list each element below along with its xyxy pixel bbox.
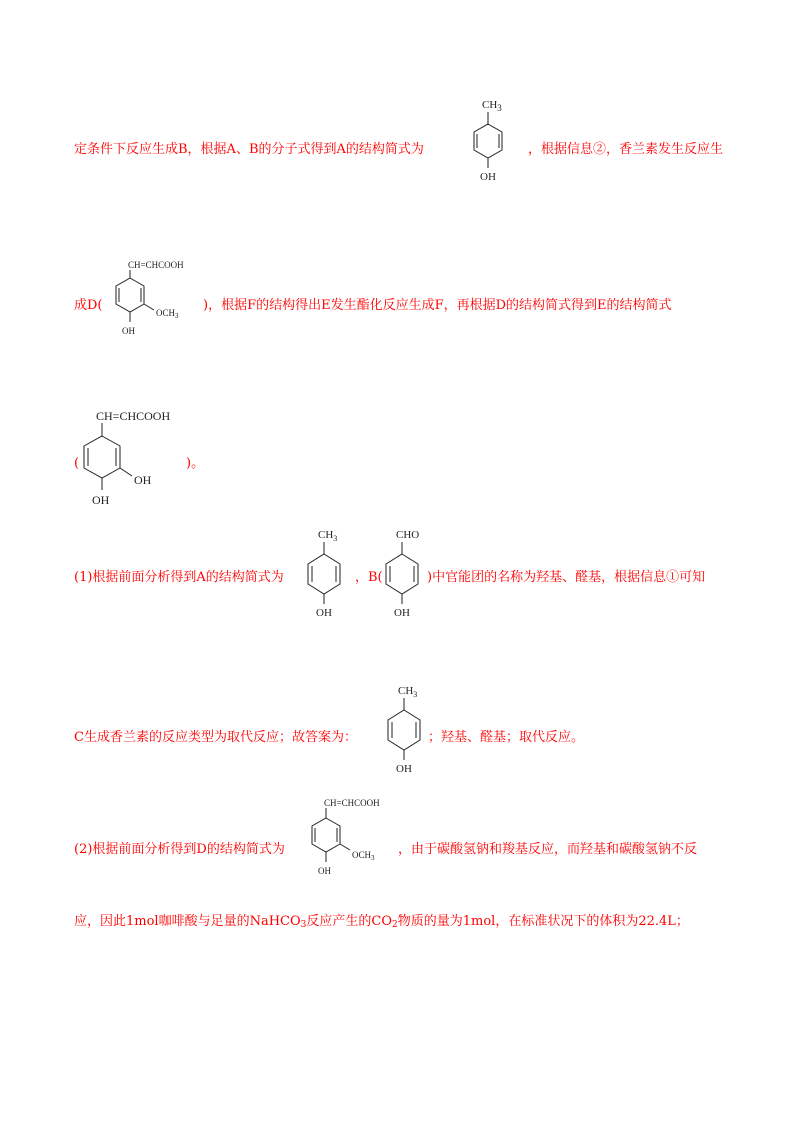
- text-segment: C生成香兰素的反应类型为取代反应；故答案为：: [74, 730, 357, 745]
- oh-label: OH: [396, 763, 412, 775]
- structure-ferulic-acid-1: [104, 258, 204, 340]
- structure-p-cresol-1: [466, 94, 526, 184]
- subscript: 3: [300, 920, 307, 930]
- ch3-label: $CH_3$: [482, 99, 502, 113]
- oh-label: OH: [92, 493, 110, 507]
- text-segment: )，根据F的结构得出E发生酯化反应生成F，再根据D的结构简式得到E的结构简式: [203, 298, 672, 313]
- ch3-label: $CH_3$: [318, 529, 338, 543]
- text-line-6: [74, 842, 285, 858]
- structure-ferulic-acid-2: [300, 796, 400, 882]
- text-segment: (2)根据前面分析得到D的结构简式为: [74, 842, 285, 857]
- text-segment: (: [74, 456, 80, 471]
- text-segment: 反应产生的CO: [306, 914, 392, 929]
- text-segment: )。: [186, 456, 205, 471]
- text-segment: ，根据信息②，香兰素发生反应生: [528, 142, 724, 157]
- text-line-4c: [427, 570, 705, 586]
- text-segment: 物质的量为1mol，在标准状况下的体积为22.4L；: [397, 914, 689, 929]
- oh-label: OH: [318, 866, 331, 876]
- text-line-4: [74, 570, 284, 586]
- ch3-label: $CH_3$: [398, 685, 418, 699]
- oh-label: OH: [480, 171, 496, 183]
- text-line-6b: [398, 842, 697, 858]
- text-line-1: [74, 142, 424, 158]
- cho-label: CHO: [396, 529, 420, 541]
- text-line-7: [74, 914, 689, 933]
- oh-label: OH: [122, 326, 135, 336]
- side-chain-label: CH=CHCOOH: [96, 409, 171, 423]
- text-line-2b: [203, 298, 672, 314]
- text-line-3: [74, 456, 79, 472]
- structure-p-cresol-2: [300, 524, 360, 620]
- text-segment: ，由于碳酸氢钠和羧基反应，而羟基和碳酸氢钠不反: [398, 842, 698, 857]
- structure-p-hydroxybenzaldehyde: [378, 524, 438, 620]
- text-segment: 应，因此1mol咖啡酸与足量的NaHCO: [74, 914, 301, 929]
- text-segment: )中官能团的名称为羟基、醛基，根据信息①可知: [427, 570, 706, 585]
- text-line-5: [74, 730, 357, 746]
- structure-p-cresol-3: [372, 680, 432, 776]
- text-segment: ，B(: [355, 570, 383, 585]
- text-segment: ；羟基、醛基；取代反应。: [428, 730, 585, 745]
- text-segment: 定条件下反应生成B，根据A、B的分子式得到A的结构简式为: [74, 142, 424, 157]
- side-chain-label: CH=CHCOOH: [128, 260, 184, 270]
- text-line-2: [74, 298, 103, 314]
- subscript: 2: [392, 920, 398, 930]
- text-line-1b: [528, 142, 723, 158]
- och3-label: $OCH_3$: [156, 308, 179, 320]
- oh-label: OH: [394, 607, 410, 619]
- oh-label: OH: [134, 473, 152, 487]
- text-segment: (1)根据前面分析得到A的结构简式为: [74, 570, 284, 585]
- och3-label: $OCH_3$: [352, 850, 375, 862]
- oh-label: OH: [316, 607, 332, 619]
- side-chain-label: CH=CHCOOH: [324, 798, 380, 808]
- text-line-5b: [428, 730, 584, 746]
- text-segment: 成D(: [74, 298, 103, 313]
- structure-caffeic-acid: [80, 406, 190, 514]
